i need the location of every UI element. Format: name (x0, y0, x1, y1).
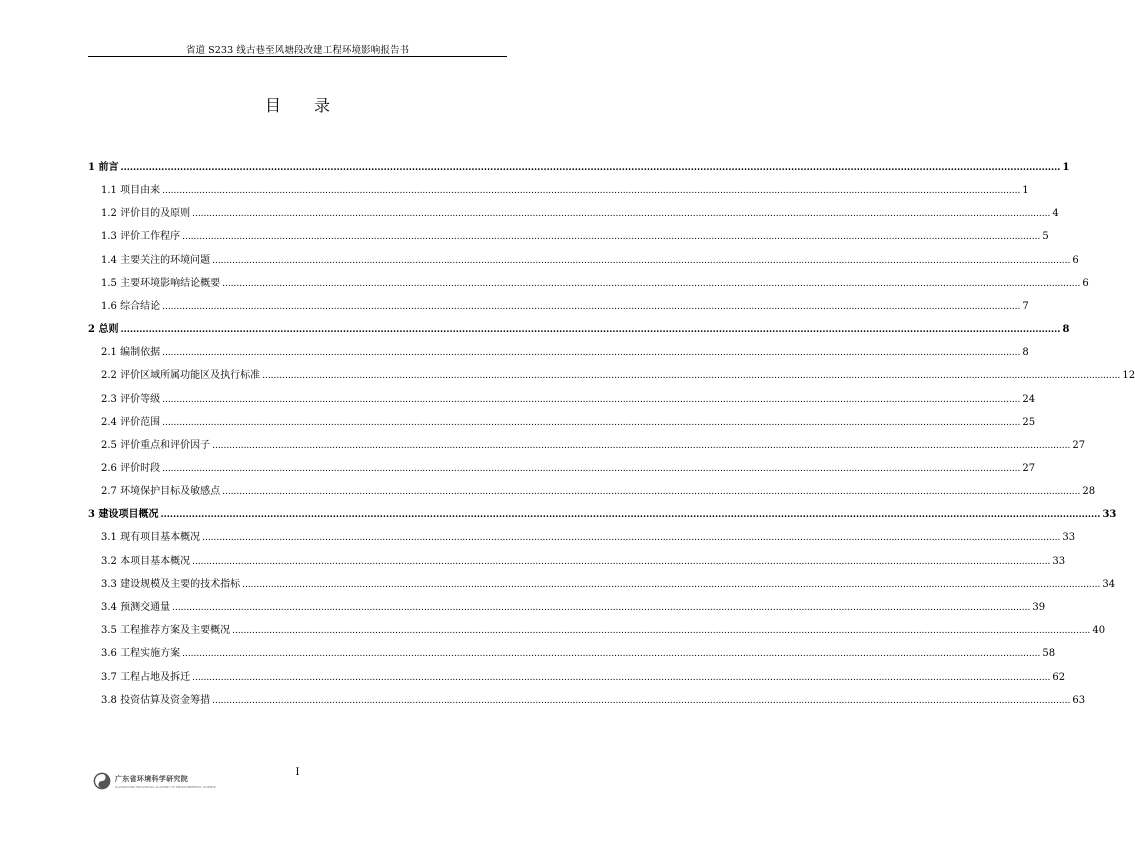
toc-section-entry[interactable] (88, 602, 1046, 614)
toc-leader-dots: ............................................................................................................................................................................................................................................................................................................ (120, 163, 1061, 173)
toc-section-entry[interactable] (88, 555, 1066, 568)
toc-leader-dots: ............................................................................................................................................................................................................................................................................................................ (202, 533, 1061, 544)
toc-entry-label: 3 建设项目概况 (88, 509, 159, 521)
toc-chapter-entry[interactable] (88, 509, 1117, 521)
toc-leader-dots: ............................................................................................................................................................................................................................................................................................................ (222, 278, 1081, 289)
toc-section-entry[interactable] (88, 277, 1089, 290)
toc-entry-label: 2.7 环境保护目标及敏感点 (101, 486, 221, 498)
toc-leader-dots: ............................................................................................................................................................................................................................................................................................................ (162, 301, 1021, 312)
toc-entry-page: 33 (1062, 532, 1076, 544)
toc-leader-dots: ............................................................................................................................................................................................................................................................................................................ (212, 695, 1071, 706)
toc-leader-dots: ............................................................................................................................................................................................................................................................................................................ (262, 371, 1121, 382)
toc-leader-dots: ............................................................................................................................................................................................................................................................................................................ (162, 417, 1021, 428)
toc-section-entry[interactable] (88, 532, 1076, 544)
toc-entry-label: 1.4 主要关注的环境问题 (101, 254, 211, 266)
toc-entry-page: 6 (1082, 277, 1089, 289)
toc-entry-page: 4 (1052, 208, 1059, 220)
toc-leader-dots: ............................................................................................................................................................................................................................................................................................................ (162, 348, 1021, 359)
toc-leader-dots: ............................................................................................................................................................................................................................................................................................................ (192, 209, 1051, 220)
toc-leader-dots: ............................................................................................................................................................................................................................................................................................................ (162, 186, 1021, 196)
toc-entry-label: 3.2 本项目基本概况 (101, 555, 191, 567)
toc-entry-label: 1.1 项目由来 (101, 185, 161, 196)
toc-leader-dots: ............................................................................................................................................................................................................................................................................................................ (120, 325, 1061, 336)
toc-leader-dots: ............................................................................................................................................................................................................................................................................................................ (160, 510, 1101, 521)
running-header: 省道 S233 线古巷至风塘段改建工程环境影响报告书 (185, 45, 410, 56)
toc-section-entry[interactable] (88, 393, 1036, 406)
toc-section-entry[interactable] (88, 648, 1056, 660)
toc-section-entry[interactable] (88, 208, 1059, 220)
toc-chapter-entry[interactable] (88, 324, 1070, 336)
header-rule (88, 56, 507, 57)
toc-entry-page: 25 (1022, 416, 1036, 428)
toc-entry-label: 1.5 主要环境影响结论概要 (101, 277, 221, 289)
toc-entry-label: 2.1 编制依据 (101, 347, 161, 359)
toc-entry-page: 63 (1072, 694, 1086, 706)
toc-entry-page: 33 (1052, 555, 1066, 567)
toc-entry-page: 1 (1022, 185, 1029, 196)
toc-entry-label: 1 前言 (88, 162, 119, 173)
toc-entry-label: 3.4 预测交通量 (101, 602, 171, 613)
toc-entry-label: 3.8 投资估算及资金筹措 (101, 694, 211, 706)
page-number: I (295, 767, 300, 778)
toc-leader-dots: ............................................................................................................................................................................................................................................................................................................ (212, 255, 1071, 266)
toc-entry-label: 3.5 工程推荐方案及主要概况 (101, 625, 231, 637)
toc-section-entry[interactable] (88, 231, 1049, 243)
toc-leader-dots: ............................................................................................................................................................................................................................................................................................................ (232, 626, 1091, 637)
toc-entry-label: 1.3 评价工作程序 (101, 231, 181, 243)
toc-leader-dots: ............................................................................................................................................................................................................................................................................................................ (162, 464, 1021, 475)
toc-entry-label: 3.7 工程占地及拆迁 (101, 671, 191, 683)
toc-leader-dots: ............................................................................................................................................................................................................................................................................................................ (182, 232, 1041, 243)
toc-entry-page: 33 (1102, 509, 1117, 521)
logo-english: GUANGDONG PROVINCIAL ACADEMY OF ENVIRONMENTAL SCIENCE (115, 784, 216, 789)
table-of-contents (88, 156, 1135, 718)
toc-entry-page: 8 (1022, 347, 1029, 359)
toc-entry-page: 8 (1062, 324, 1070, 336)
toc-entry-label: 3.3 建设规模及主要的技术指标 (101, 578, 241, 590)
logo-name: 广东省环境科学研究院 (115, 774, 188, 783)
toc-entry-page: 28 (1082, 486, 1096, 498)
toc-chapter-entry[interactable] (88, 162, 1070, 174)
toc-section-entry[interactable] (88, 694, 1086, 707)
toc-entry-page: 39 (1032, 602, 1046, 613)
toc-leader-dots: ............................................................................................................................................................................................................................................................................................................ (212, 440, 1071, 451)
toc-leader-dots: ............................................................................................................................................................................................................................................................................................................ (222, 487, 1081, 498)
toc-entry-label: 3.1 现有项目基本概况 (101, 532, 201, 544)
toc-entry-label: 2.5 评价重点和评价因子 (101, 439, 211, 451)
toc-section-entry[interactable] (88, 370, 1135, 382)
toc-entry-label: 2.4 评价范围 (101, 416, 161, 428)
toc-section-entry[interactable] (88, 439, 1086, 452)
toc-entry-label: 2 总则 (88, 324, 119, 336)
toc-section-entry[interactable] (88, 300, 1029, 313)
toc-entry-label: 2.6 评价时段 (101, 463, 161, 475)
toc-entry-label: 1.6 综合结论 (101, 300, 161, 312)
toc-section-entry[interactable] (88, 416, 1036, 429)
toc-leader-dots: ............................................................................................................................................................................................................................................................................................................ (192, 672, 1051, 683)
toc-entry-page: 6 (1072, 254, 1079, 266)
toc-section-entry[interactable] (88, 254, 1079, 267)
toc-title: 目 录 (264, 96, 345, 115)
toc-entry-page: 58 (1042, 648, 1056, 660)
toc-section-entry[interactable] (88, 486, 1096, 498)
toc-entry-page: 7 (1022, 300, 1029, 312)
toc-entry-label: 3.6 工程实施方案 (101, 648, 181, 660)
toc-entry-page: 40 (1092, 625, 1106, 637)
toc-entry-label: 2.2 评价区域所属功能区及执行标准 (101, 370, 261, 382)
toc-entry-page: 27 (1022, 463, 1036, 475)
toc-section-entry[interactable] (88, 463, 1036, 475)
toc-leader-dots: ............................................................................................................................................................................................................................................................................................................ (182, 649, 1041, 660)
toc-section-entry[interactable] (88, 578, 1116, 591)
toc-leader-dots: ............................................................................................................................................................................................................................................................................................................ (192, 556, 1051, 567)
toc-section-entry[interactable] (88, 671, 1066, 684)
toc-entry-page: 5 (1042, 231, 1049, 243)
toc-entry-page: 1 (1062, 162, 1070, 173)
toc-entry-page: 24 (1022, 393, 1036, 405)
toc-section-entry[interactable] (88, 625, 1106, 637)
toc-leader-dots: ............................................................................................................................................................................................................................................................................................................ (172, 603, 1031, 613)
toc-section-entry[interactable] (88, 347, 1029, 359)
toc-entry-page: 62 (1052, 671, 1066, 683)
toc-entry-page: 34 (1102, 578, 1116, 590)
toc-leader-dots: ............................................................................................................................................................................................................................................................................................................ (242, 579, 1101, 590)
toc-entry-page: 12 (1122, 370, 1135, 382)
toc-section-entry[interactable] (88, 185, 1029, 197)
toc-entry-page: 27 (1072, 439, 1086, 451)
toc-entry-label: 2.3 评价等级 (101, 393, 161, 405)
toc-entry-label: 1.2 评价目的及原则 (101, 208, 191, 220)
toc-leader-dots: ............................................................................................................................................................................................................................................................................................................ (162, 394, 1021, 405)
